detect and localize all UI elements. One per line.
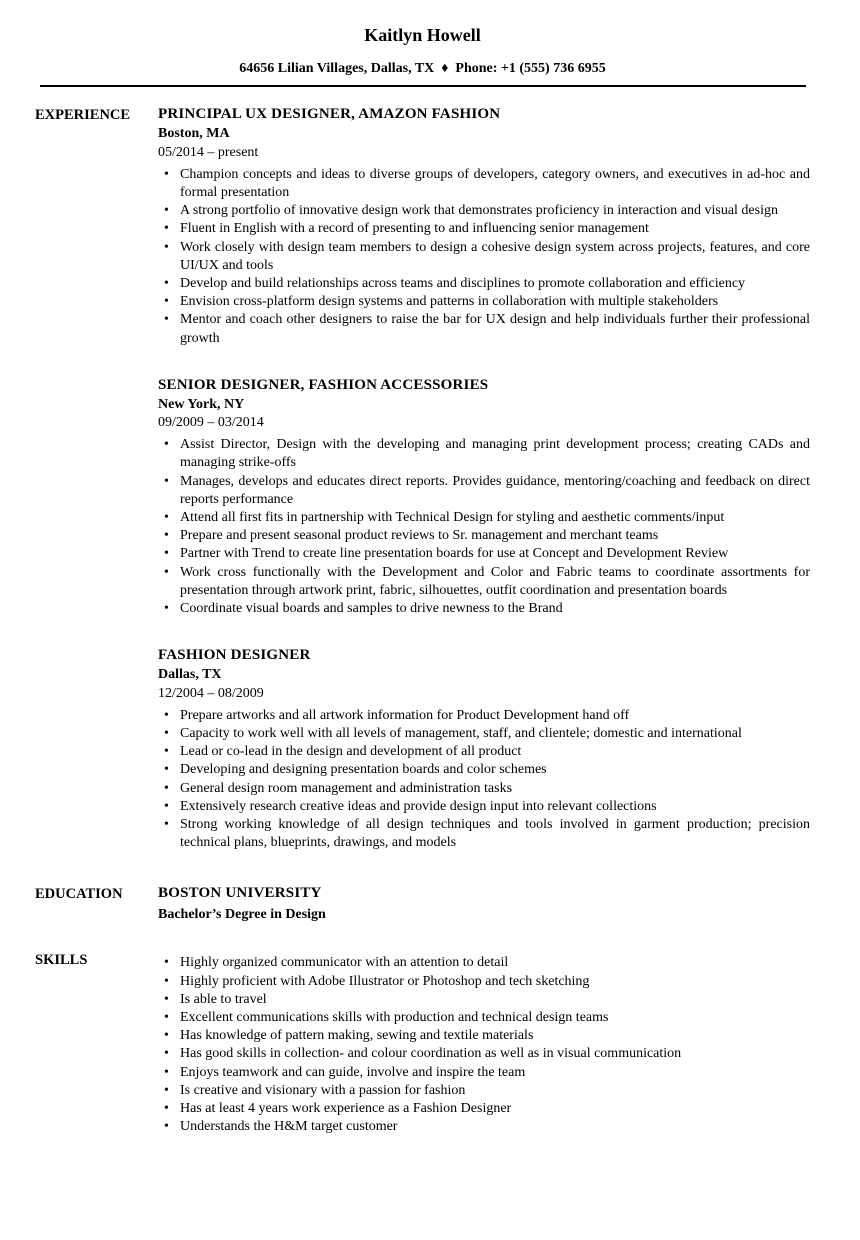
contact-line <box>35 60 810 78</box>
job-bullet-list <box>158 166 810 348</box>
bullet-item: • Fluent in English with a record of presenting to and influencing senior management <box>158 220 810 238</box>
education-section <box>35 884 810 924</box>
bullet-item: • Work closely with design team members to design a cohesive design system across projects, features, and core UI/UX and tools <box>158 239 810 275</box>
candidate-name: Kaitlyn Howell <box>364 25 481 45</box>
skill-item: • Highly proficient with Adobe Illustrator or Photoshop and tech sketching <box>158 973 810 991</box>
bullet-item: • Prepare artworks and all artwork information for Product Development hand off <box>158 707 810 725</box>
experience-section <box>35 105 810 852</box>
education-content <box>158 884 810 924</box>
bullet-item: • Capacity to work well with all levels of management, staff, and clientele; domestic and international <box>158 725 810 743</box>
resume-header <box>35 24 810 87</box>
skill-item: • Enjoys teamwork and can guide, involve and inspire the team <box>158 1064 810 1082</box>
phone-text: Phone: +1 (555) 736 6955 <box>455 61 606 76</box>
section-label-skills: SKILLS <box>35 952 88 969</box>
skill-item: • Has good skills in collection- and colour coordination as well as in visual communication <box>158 1045 810 1063</box>
job-location: Dallas, TX <box>158 667 222 683</box>
address-text: 64656 Lilian Villages, Dallas, TX <box>239 61 435 76</box>
bullet-item: • Attend all first fits in partnership with Technical Design for styling and aesthetic comments/input <box>158 509 810 527</box>
job-entry-principal-ux-designer <box>158 105 810 348</box>
job-dates: 05/2014 – present <box>158 144 259 160</box>
skill-item: • Understands the H&M target customer <box>158 1118 810 1136</box>
degree-name: Bachelor’s Degree in Design <box>158 907 326 923</box>
job-title: SENIOR DESIGNER, FASHION ACCESSORIES <box>158 376 489 393</box>
school-name: BOSTON UNIVERSITY <box>158 885 322 902</box>
header-divider <box>40 85 806 87</box>
skill-item: • Is creative and visionary with a passion for fashion <box>158 1082 810 1100</box>
bullet-item: • Manages, develops and educates direct reports. Provides guidance, mentoring/coaching and feedback on direct reports performance <box>158 473 810 509</box>
job-bullet-list <box>158 707 810 853</box>
bullet-item: • Work cross functionally with the Development and Color and Fabric teams to coordinate assortments for presentation through artwork print, fabric, silhouettes, outfit coordination and presentation boards <box>158 564 810 600</box>
section-label-education: EDUCATION <box>35 886 123 903</box>
bullet-item: • A strong portfolio of innovative design work that demonstrates proficiency in interaction and visual design <box>158 202 810 220</box>
bullet-item: • Partner with Trend to create line presentation boards for use at Concept and Development Review <box>158 545 810 563</box>
skill-item: • Highly organized communicator with an attention to detail <box>158 954 810 972</box>
bullet-item: • Developing and designing presentation boards and color schemes <box>158 761 810 779</box>
skill-item: • Has at least 4 years work experience as a Fashion Designer <box>158 1100 810 1118</box>
diamond-icon: ♦ <box>441 61 449 76</box>
bullet-item: • Envision cross-platform design systems and patterns in collaboration with multiple stakeholders <box>158 293 810 311</box>
job-entry-fashion-designer <box>158 646 810 852</box>
bullet-item: • Develop and build relationships across teams and disciplines to promote collaboration and efficiency <box>158 275 810 293</box>
bullet-item: • Strong working knowledge of all design techniques and tools involved in garment production; precision technical plans, blueprints, drawings, and models <box>158 816 810 852</box>
skills-content <box>158 950 810 1136</box>
skills-section <box>35 950 810 1136</box>
bullet-item: • Extensively research creative ideas and provide design input into relevant collections <box>158 798 810 816</box>
skills-bullet-list <box>158 954 810 1136</box>
job-bullet-list <box>158 436 810 618</box>
job-location: New York, NY <box>158 396 245 412</box>
bullet-item: • Assist Director, Design with the developing and managing print development process; creating CADs and managing strike-offs <box>158 436 810 472</box>
job-dates: 09/2009 – 03/2014 <box>158 415 264 431</box>
bullet-item: • Champion concepts and ideas to diverse groups of developers, category owners, and executives in ad-hoc and formal presentation <box>158 166 810 202</box>
skill-item: • Has knowledge of pattern making, sewing and textile materials <box>158 1027 810 1045</box>
section-label-experience: EXPERIENCE <box>35 107 131 124</box>
skill-item: • Is able to travel <box>158 991 810 1009</box>
bullet-item: • Prepare and present seasonal product reviews to Sr. management and merchant teams <box>158 527 810 545</box>
bullet-item: • Mentor and coach other designers to raise the bar for UX design and help individuals further their professional growth <box>158 311 810 347</box>
bullet-item: • Lead or co-lead in the design and development of all product <box>158 743 810 761</box>
job-title: FASHION DESIGNER <box>158 647 311 664</box>
job-entry-senior-designer <box>158 376 810 619</box>
job-dates: 12/2004 – 08/2009 <box>158 685 264 701</box>
bullet-item: • Coordinate visual boards and samples to drive newness to the Brand <box>158 600 810 618</box>
experience-content <box>158 105 810 852</box>
bullet-item: • General design room management and administration tasks <box>158 780 810 798</box>
job-title: PRINCIPAL UX DESIGNER, AMAZON FASHION <box>158 106 501 123</box>
skill-item: • Excellent communications skills with production and technical design teams <box>158 1009 810 1027</box>
job-location: Boston, MA <box>158 126 230 142</box>
